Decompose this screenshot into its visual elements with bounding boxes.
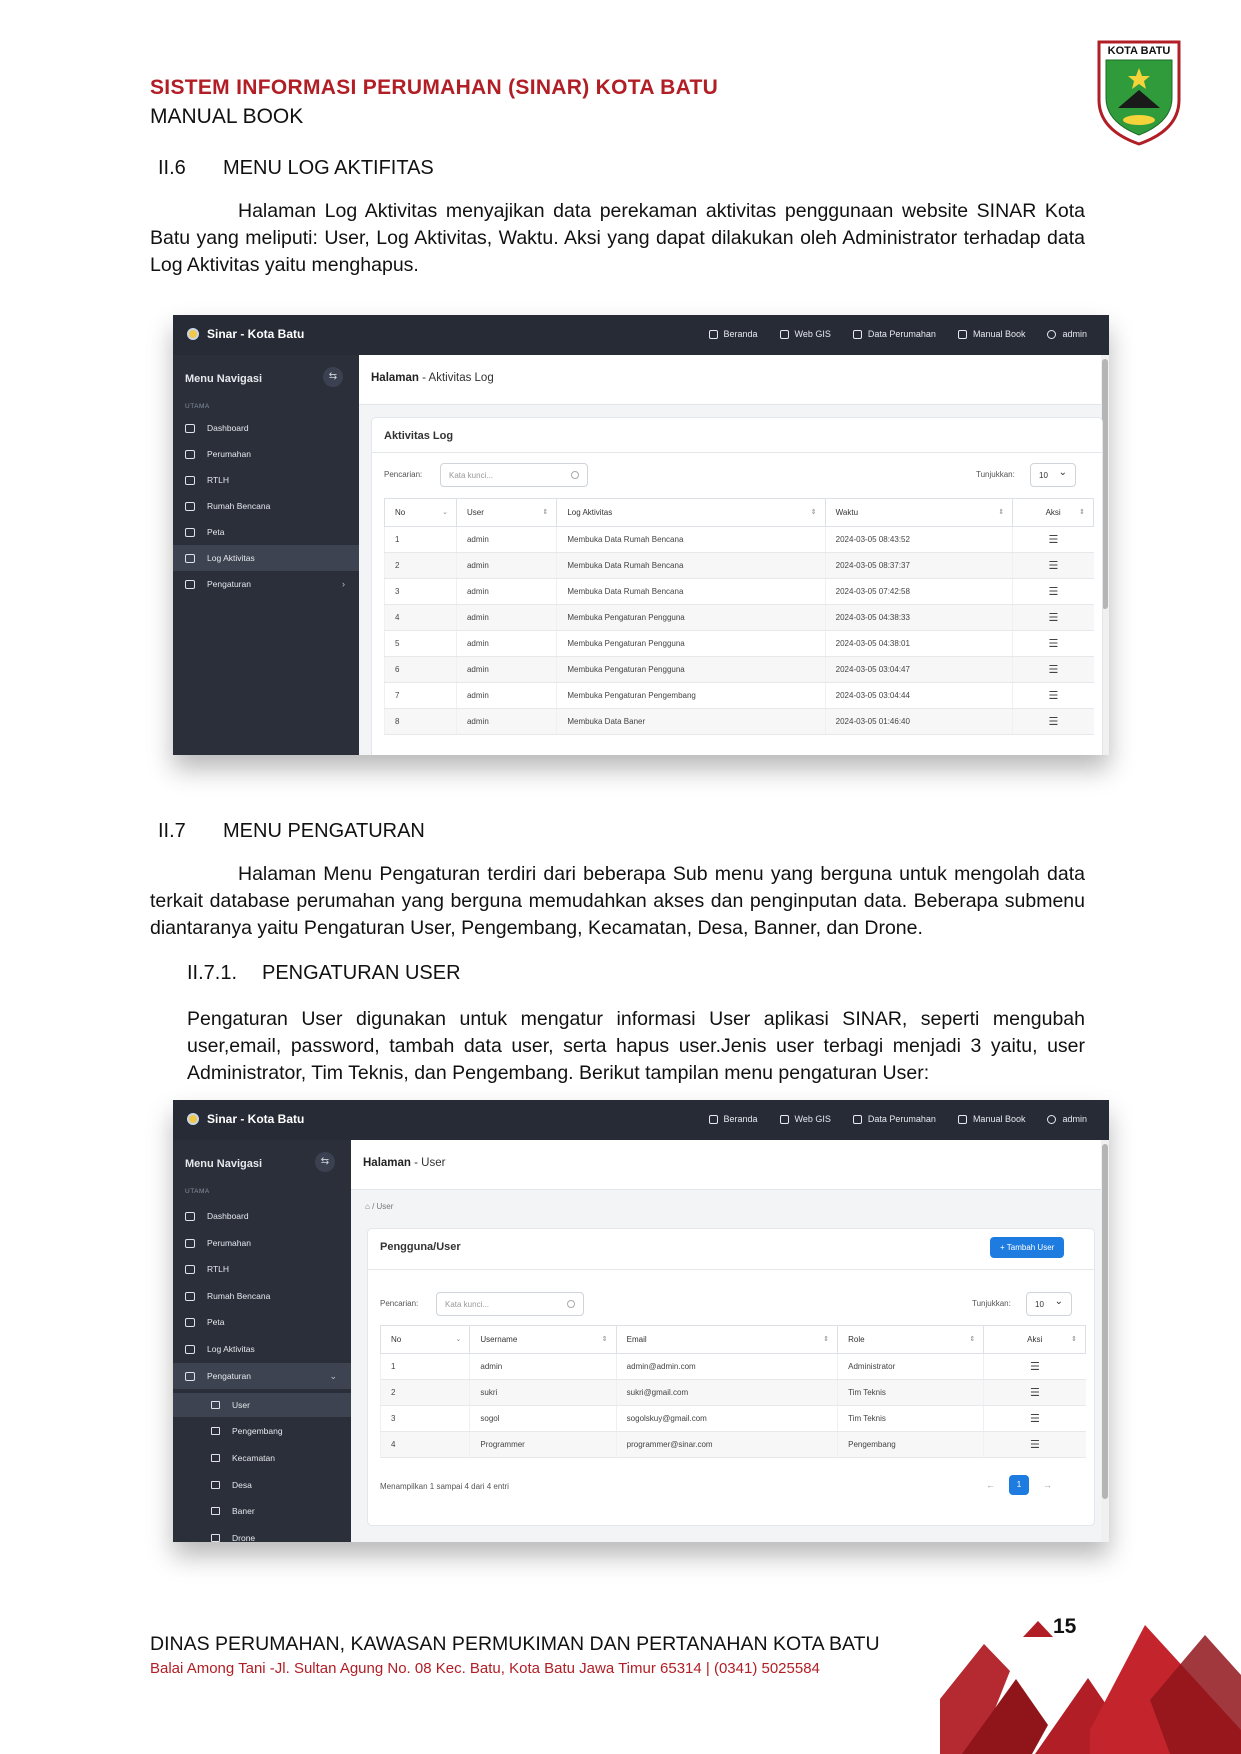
col-label: No xyxy=(395,508,406,517)
sidebar-item-label: Rumah Bencana xyxy=(207,501,271,511)
search-icon xyxy=(567,1300,575,1308)
nav-manual-book[interactable] xyxy=(958,329,1026,339)
page-title-bold: Halaman xyxy=(363,1157,411,1169)
nav-data-perumahan[interactable] xyxy=(853,329,936,339)
nav-label: Data Perumahan xyxy=(867,1114,936,1124)
page-header xyxy=(359,355,1101,405)
map-icon xyxy=(185,528,195,537)
show-label: Tunjukkan: xyxy=(976,470,1015,479)
decorative-triangles xyxy=(940,1615,1241,1754)
cell-role: Tim Teknis xyxy=(838,1406,984,1432)
sidebar-item-label: Perumahan xyxy=(207,1238,251,1248)
section-number-settings: II.7 xyxy=(158,820,186,842)
submenu-pengembang[interactable] xyxy=(173,1419,351,1443)
footer-address: Balai Among Tani -Jl. Sultan Agung No. 08 Kec. Batu, Kota Batu Jawa Timur 65314 | (0341) 5025584 xyxy=(150,1660,820,1677)
cell-log: Membuka Data Rumah Bencana xyxy=(557,527,825,553)
page-title xyxy=(363,1157,445,1169)
table-info: Menampilkan 1 sampai 4 dari 4 entri xyxy=(380,1482,509,1491)
action-menu-icon[interactable]: ☰ xyxy=(984,1406,1086,1432)
chevron-right-icon: › xyxy=(342,579,345,589)
cell-no: 4 xyxy=(385,605,457,631)
page-number: 15 xyxy=(1053,1615,1077,1638)
cell-no: 1 xyxy=(385,527,457,553)
cell-email: sukri@gmail.com xyxy=(616,1380,837,1406)
action-menu-icon[interactable]: ☰ xyxy=(1013,605,1094,631)
show-label: Tunjukkan: xyxy=(972,1299,1011,1308)
user-circle-icon xyxy=(1047,330,1056,339)
cell-waktu: 2024-03-05 07:42:58 xyxy=(825,579,1013,605)
top-nav xyxy=(709,1114,1088,1124)
sidebar-item-dashboard[interactable] xyxy=(173,415,359,441)
cell-user: admin xyxy=(456,605,556,631)
sidebar-item-peta[interactable] xyxy=(173,1309,351,1335)
card-divider xyxy=(372,452,1102,453)
cell-user: admin xyxy=(456,527,556,553)
cell-username: Programmer xyxy=(470,1432,616,1458)
sidebar-toggle-button[interactable]: ⇆ xyxy=(323,367,343,387)
cell-log: Membuka Data Rumah Bencana xyxy=(557,579,825,605)
section-settings-paragraph xyxy=(150,861,1085,942)
sidebar-item-label: Pengaturan xyxy=(207,1371,251,1381)
page-title xyxy=(371,372,494,384)
subsection-number: II.7.1. xyxy=(187,962,238,984)
cell-username: sogol xyxy=(470,1406,616,1432)
home-icon xyxy=(185,1212,195,1221)
cell-user: admin xyxy=(456,683,556,709)
sidebar-group-label: UTAMA xyxy=(185,1188,210,1195)
sidebar-item-perumahan[interactable] xyxy=(173,1230,351,1256)
action-menu-icon[interactable]: ☰ xyxy=(1013,709,1094,735)
table-row xyxy=(385,657,1094,683)
submenu-desa[interactable] xyxy=(173,1473,351,1497)
sidebar-item-rtlh[interactable] xyxy=(173,1256,351,1282)
col-label: Waktu xyxy=(835,508,859,517)
submenu-label: Baner xyxy=(232,1506,255,1516)
col-label: No xyxy=(391,1335,402,1344)
sidebar-item-label: RTLH xyxy=(207,1264,230,1274)
search-placeholder: Kata kunci... xyxy=(445,1300,490,1309)
sidebar-title: Menu Navigasi xyxy=(185,373,263,385)
layout-icon xyxy=(211,1454,220,1462)
submenu-label: Desa xyxy=(232,1480,252,1490)
subsection-paragraph: Pengaturan User digunakan untuk mengatur informasi User aplikasi SINAR, seperti mengubah user,email, password, tambah data user, serta hapus user.Jenis user terbagi menjadi 3 yaitu, user Administrator, Tim Teknis, dan Pengembang. Berikut tampilan menu pengaturan User: xyxy=(187,1008,1085,1084)
breadcrumb xyxy=(365,1202,393,1211)
sidebar-title: Menu Navigasi xyxy=(185,1158,263,1170)
nav-beranda[interactable] xyxy=(709,329,758,339)
action-menu-icon[interactable]: ☰ xyxy=(984,1380,1086,1406)
cell-log: Membuka Pengaturan Pengguna xyxy=(557,605,825,631)
breadcrumb-current: / User xyxy=(372,1202,394,1211)
cell-no: 3 xyxy=(385,579,457,605)
page-title-rest: - User xyxy=(410,1157,446,1169)
sidebar-item-rumah-bencana[interactable] xyxy=(173,1283,351,1309)
sort-icon: ⇕ xyxy=(969,1336,976,1343)
sidebar-item-label: Peta xyxy=(207,527,225,537)
nav-label: Web GIS xyxy=(794,1114,831,1124)
cell-username: sukri xyxy=(470,1380,616,1406)
section-log-text: Halaman Log Aktivitas menyajikan data perekaman aktivitas penggunaan website SINAR Kota Batu yang meliputi: User, Log Aktivitas, Waktu. Aksi yang dapat dilakukan oleh Administrator terhadap data Log Aktivitas yaitu menghapus. xyxy=(150,200,1085,276)
cell-no: 1 xyxy=(381,1354,470,1380)
wave-icon xyxy=(185,502,195,511)
brand-label: Sinar - Kota Batu xyxy=(207,327,305,341)
nav-data-perumahan[interactable] xyxy=(853,1114,936,1124)
home-icon xyxy=(709,1115,718,1124)
user-card xyxy=(367,1228,1095,1526)
log-icon xyxy=(185,1345,195,1354)
table-row xyxy=(381,1432,1086,1458)
briefcase-icon xyxy=(211,1427,220,1435)
nav-label: Beranda xyxy=(723,1114,758,1124)
col-user[interactable] xyxy=(456,499,556,527)
cell-waktu: 2024-03-05 03:04:44 xyxy=(825,683,1013,709)
chevron-down-icon: ⌄ xyxy=(329,1370,337,1381)
page-size-select[interactable]: 10 ⌄ xyxy=(1026,1292,1072,1316)
home-icon xyxy=(185,424,195,433)
prev-page-icon[interactable]: ← xyxy=(986,1480,995,1490)
col-username[interactable] xyxy=(470,1326,616,1354)
sidebar-item-dashboard[interactable] xyxy=(173,1203,351,1229)
submenu-drone[interactable] xyxy=(173,1526,351,1542)
search-input[interactable] xyxy=(440,463,588,487)
sort-icon: ⇕ xyxy=(542,509,549,516)
sidebar-item-peta[interactable] xyxy=(173,519,359,545)
submenu-label: Pengembang xyxy=(232,1426,283,1436)
action-menu-icon[interactable]: ☰ xyxy=(1013,553,1094,579)
banner-icon xyxy=(211,1507,220,1515)
action-menu-icon[interactable]: ☰ xyxy=(984,1432,1086,1458)
cell-no: 6 xyxy=(385,657,457,683)
page-size-select[interactable]: 10 ⌄ xyxy=(1030,463,1076,487)
scrollbar-thumb[interactable] xyxy=(1102,1144,1108,1499)
cell-user: admin xyxy=(456,709,556,735)
pagination xyxy=(986,1475,1052,1495)
flag-icon xyxy=(185,476,195,485)
col-email[interactable] xyxy=(616,1326,837,1354)
cell-no: 3 xyxy=(381,1406,470,1432)
wrench-icon xyxy=(185,1372,195,1381)
cell-waktu: 2024-03-05 01:46:40 xyxy=(825,709,1013,735)
kota-batu-logo xyxy=(1096,38,1182,146)
sort-icon: ⇕ xyxy=(998,509,1005,516)
home-icon xyxy=(709,330,718,339)
col-label: Aksi xyxy=(1045,508,1061,517)
table-row xyxy=(385,709,1094,735)
sort-icon: ⇕ xyxy=(810,509,817,516)
sidebar-item-label: Log Aktivitas xyxy=(207,1344,255,1354)
sidebar-item-label: RTLH xyxy=(207,475,230,485)
wave-icon xyxy=(185,1292,195,1301)
submenu-user[interactable] xyxy=(173,1393,351,1417)
document-title: SISTEM INFORMASI PERUMAHAN (SINAR) KOTA BATU xyxy=(150,76,719,99)
folder-icon xyxy=(185,1239,195,1248)
submenu-label: User xyxy=(232,1400,250,1410)
subsection-title: PENGATURAN USER xyxy=(262,962,461,984)
col-label: Log Aktivitas xyxy=(567,508,613,517)
sidebar-item-rtlh[interactable] xyxy=(173,467,359,493)
book-icon xyxy=(958,330,967,339)
nav-label: Manual Book xyxy=(972,1114,1026,1124)
section-log-paragraph xyxy=(150,198,1085,279)
sort-icon: ⌄ xyxy=(455,1336,462,1343)
sidebar-item-pengaturan[interactable] xyxy=(173,571,359,597)
col-waktu[interactable] xyxy=(825,499,1013,527)
action-menu-icon[interactable]: ☰ xyxy=(984,1354,1086,1380)
cell-waktu: 2024-03-05 03:04:47 xyxy=(825,657,1013,683)
cell-no: 2 xyxy=(385,553,457,579)
add-user-button[interactable]: + Tambah User xyxy=(990,1237,1064,1258)
book-icon xyxy=(958,1115,967,1124)
cell-waktu: 2024-03-05 04:38:01 xyxy=(825,631,1013,657)
card-title: Pengguna/User xyxy=(380,1241,461,1253)
sidebar-toggle-button[interactable]: ⇆ xyxy=(315,1152,335,1172)
brand-label: Sinar - Kota Batu xyxy=(207,1112,305,1126)
user-table xyxy=(380,1325,1086,1458)
main-content xyxy=(351,1140,1109,1542)
col-no[interactable] xyxy=(381,1326,470,1354)
cell-log: Membuka Pengaturan Pengguna xyxy=(557,631,825,657)
user-circle-icon xyxy=(1047,1115,1056,1124)
search-label: Pencarian: xyxy=(384,470,423,479)
sidebar xyxy=(173,1140,351,1542)
cell-log: Membuka Data Baner xyxy=(557,709,825,735)
sidebar-item-pengaturan[interactable] xyxy=(173,1363,351,1389)
nav-label: Data Perumahan xyxy=(867,329,936,339)
cell-role: Pengembang xyxy=(838,1432,984,1458)
svg-text:KOTA BATU: KOTA BATU xyxy=(1107,45,1171,57)
sort-icon: ⇕ xyxy=(1079,509,1085,516)
log-icon xyxy=(185,554,195,563)
nav-label: Web GIS xyxy=(794,329,831,339)
nav-label: admin xyxy=(1062,1114,1087,1124)
page-button-current[interactable]: 1 xyxy=(1009,1475,1029,1495)
nav-webgis[interactable] xyxy=(780,1114,831,1124)
file-icon xyxy=(853,1115,862,1124)
nav-user-menu[interactable] xyxy=(1047,329,1087,339)
log-table xyxy=(384,498,1094,735)
next-page-icon[interactable]: → xyxy=(1043,1480,1052,1490)
card-divider xyxy=(368,1269,1094,1270)
nav-label: Beranda xyxy=(723,329,758,339)
table-row xyxy=(385,579,1094,605)
cell-user: admin xyxy=(456,553,556,579)
cell-role: Tim Teknis xyxy=(838,1380,984,1406)
app-brand[interactable] xyxy=(187,327,304,341)
submenu-label: Drone xyxy=(232,1533,256,1542)
search-label: Pencarian: xyxy=(380,1299,419,1308)
search-placeholder: Kata kunci... xyxy=(449,471,494,480)
search-input[interactable] xyxy=(436,1292,584,1316)
sort-icon: ⌄ xyxy=(442,509,448,516)
table-row xyxy=(385,553,1094,579)
action-menu-icon[interactable]: ☰ xyxy=(1013,579,1094,605)
table-row xyxy=(385,631,1094,657)
brand-icon xyxy=(187,328,199,340)
sidebar-item-label: Log Aktivitas xyxy=(207,553,255,563)
top-nav xyxy=(709,329,1088,339)
sidebar-item-rumah-bencana[interactable] xyxy=(173,493,359,519)
cell-email: programmer@sinar.com xyxy=(616,1432,837,1458)
col-role[interactable] xyxy=(838,1326,984,1354)
col-aksi[interactable] xyxy=(1013,499,1094,527)
sort-icon: ⇕ xyxy=(1071,1336,1077,1343)
table-row xyxy=(381,1380,1086,1406)
cell-no: 7 xyxy=(385,683,457,709)
page-title-rest: - Aktivitas Log xyxy=(418,372,494,384)
nav-label: Manual Book xyxy=(972,329,1026,339)
cell-no: 8 xyxy=(385,709,457,735)
cell-username: admin xyxy=(470,1354,616,1380)
nav-label: admin xyxy=(1062,329,1087,339)
sidebar-item-log-aktivitas[interactable] xyxy=(173,545,359,571)
nav-beranda[interactable] xyxy=(709,1114,758,1124)
col-label: Username xyxy=(480,1335,518,1344)
sidebar-item-log-aktivitas[interactable] xyxy=(173,1336,351,1362)
section-title-settings: MENU PENGATURAN xyxy=(223,820,425,842)
col-no[interactable] xyxy=(385,499,457,527)
action-menu-icon[interactable]: ☰ xyxy=(1013,683,1094,709)
screenshot-log-aktivitas xyxy=(173,315,1109,755)
cell-email: admin@admin.com xyxy=(616,1354,837,1380)
page-header xyxy=(351,1140,1101,1190)
cell-waktu: 2024-03-05 08:37:37 xyxy=(825,553,1013,579)
section-title-log: MENU LOG AKTIFITAS xyxy=(223,157,434,179)
sidebar-item-label: Pengaturan xyxy=(207,579,251,589)
cell-no: 2 xyxy=(381,1380,470,1406)
flag-icon xyxy=(185,1265,195,1274)
map-icon xyxy=(185,1318,195,1327)
cell-waktu: 2024-03-05 08:43:52 xyxy=(825,527,1013,553)
scrollbar[interactable] xyxy=(1101,1140,1109,1542)
cell-waktu: 2024-03-05 04:38:33 xyxy=(825,605,1013,631)
section-settings-text: Halaman Menu Pengaturan terdiri dari beberapa Sub menu yang berguna untuk mengolah data terkait database perumahan yang berguna memudahkan akses dan penginputan data. Beberapa submenu diantaranya yaitu Pengaturan User, Pengembang, Kecamatan, Desa, Banner, dan Drone. xyxy=(150,863,1085,939)
cell-no: 4 xyxy=(381,1432,470,1458)
cell-log: Membuka Pengaturan Pengembang xyxy=(557,683,825,709)
nav-user-menu[interactable] xyxy=(1047,1114,1087,1124)
window-icon xyxy=(211,1481,220,1489)
col-log-aktivitas[interactable] xyxy=(557,499,825,527)
sidebar-item-label: Peta xyxy=(207,1317,225,1327)
home-icon[interactable]: ⌂ xyxy=(365,1202,370,1211)
sort-icon: ⇕ xyxy=(601,1336,608,1343)
col-label: Role xyxy=(848,1335,865,1344)
grid-icon xyxy=(211,1534,220,1542)
wrench-icon xyxy=(185,580,195,589)
action-menu-icon[interactable]: ☰ xyxy=(1013,527,1094,553)
document-subtitle: MANUAL BOOK xyxy=(150,105,304,128)
user-icon xyxy=(211,1401,220,1409)
screenshot-pengaturan-user xyxy=(173,1100,1109,1542)
main-content xyxy=(359,355,1109,755)
table-row xyxy=(381,1354,1086,1380)
sidebar xyxy=(173,355,359,755)
col-label: User xyxy=(466,508,484,517)
sidebar-item-label: Perumahan xyxy=(207,449,251,459)
log-card xyxy=(371,417,1103,755)
sidebar-item-perumahan[interactable] xyxy=(173,441,359,467)
app-brand[interactable] xyxy=(187,1112,304,1126)
cell-user: admin xyxy=(456,579,556,605)
app-topbar xyxy=(173,315,1109,355)
action-menu-icon[interactable]: ☰ xyxy=(1013,631,1094,657)
app-topbar xyxy=(173,1100,1109,1140)
footer-org: DINAS PERUMAHAN, KAWASAN PERMUKIMAN DAN PERTANAHAN KOTA BATU xyxy=(150,1633,880,1655)
cell-no: 5 xyxy=(385,631,457,657)
map-icon xyxy=(780,1115,789,1124)
cell-log: Membuka Pengaturan Pengguna xyxy=(557,657,825,683)
cell-log: Membuka Data Rumah Bencana xyxy=(557,553,825,579)
col-aksi[interactable] xyxy=(984,1326,1086,1354)
action-menu-icon[interactable]: ☰ xyxy=(1013,657,1094,683)
sidebar-item-label: Dashboard xyxy=(207,1211,249,1221)
col-label: Aksi xyxy=(1027,1335,1043,1344)
section-number-log: II.6 xyxy=(158,157,186,179)
folder-icon xyxy=(185,450,195,459)
nav-manual-book[interactable] xyxy=(958,1114,1026,1124)
submenu-kecamatan[interactable] xyxy=(173,1446,351,1470)
brand-icon xyxy=(187,1113,199,1125)
table-row xyxy=(381,1406,1086,1432)
map-icon xyxy=(780,330,789,339)
file-icon xyxy=(853,330,862,339)
sidebar-group-label: UTAMA xyxy=(185,403,210,410)
table-row xyxy=(385,605,1094,631)
table-row xyxy=(385,683,1094,709)
sort-icon: ⇕ xyxy=(823,1336,830,1343)
page-title-bold: Halaman xyxy=(371,372,419,384)
card-title: Aktivitas Log xyxy=(384,430,454,442)
cell-role: Administrator xyxy=(838,1354,984,1380)
cell-user: admin xyxy=(456,657,556,683)
sidebar-item-label: Rumah Bencana xyxy=(207,1291,271,1301)
search-icon xyxy=(571,471,579,479)
nav-webgis[interactable] xyxy=(780,329,831,339)
sidebar-item-label: Dashboard xyxy=(207,423,249,433)
cell-user: admin xyxy=(456,631,556,657)
table-row xyxy=(385,527,1094,553)
col-label: Email xyxy=(626,1335,647,1344)
submenu-label: Kecamatan xyxy=(232,1453,275,1463)
cell-email: sogolskuy@gmail.com xyxy=(616,1406,837,1432)
submenu-baner[interactable] xyxy=(173,1499,351,1523)
